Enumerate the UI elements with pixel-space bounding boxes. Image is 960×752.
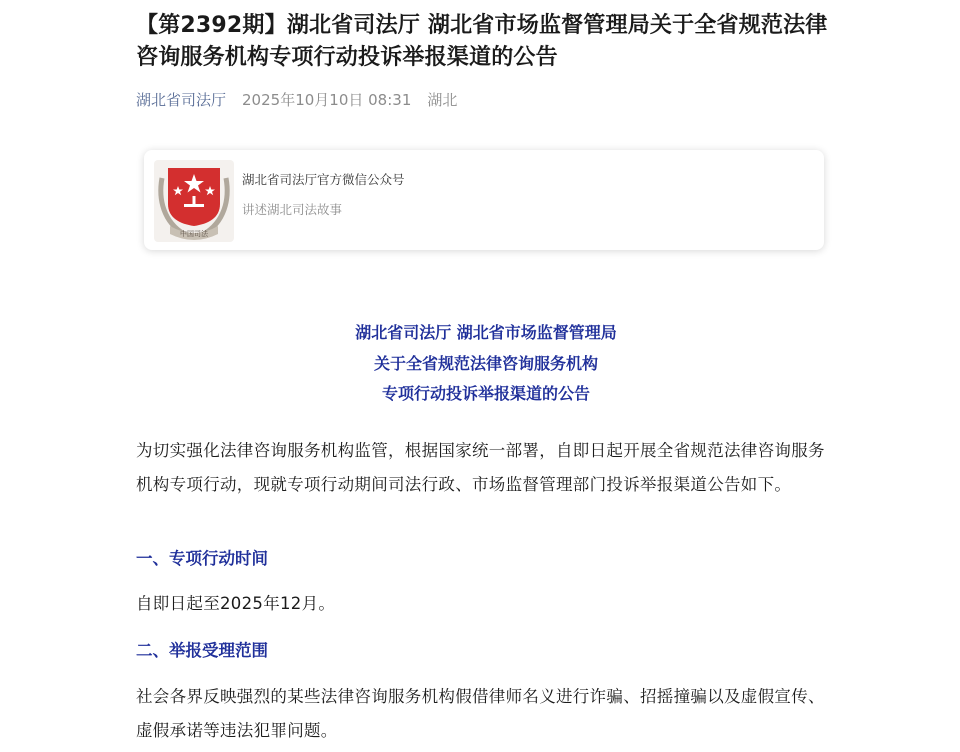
notice-heading-line: 关于全省规范法律咨询服务机构 (373, 353, 598, 373)
account-card[interactable] (144, 150, 824, 250)
account-name: 湖北省司法厅官方微信公众号 (242, 172, 405, 187)
account-description: 讲述湖北司法故事 (242, 202, 343, 217)
svg-text:中国司法: 中国司法 (180, 230, 208, 238)
justice-emblem-icon (154, 160, 234, 242)
section-paragraph: 自即日起至2025年12月。 (136, 594, 336, 613)
notice-heading-line: 专项行动投诉举报渠道的公告 (381, 384, 590, 403)
publish-location: 湖北 (427, 91, 458, 109)
author-link[interactable]: 湖北省司法厅 (136, 91, 227, 109)
publish-time: 2025年10月10日 08:31 (242, 91, 412, 109)
section-paragraph: 社会各界反映强烈的某些法律咨询服务机构假借律师名义进行诈骗、招摇撞骗以及虚假宣传、虚假承诺等违法犯罪问题。 (136, 687, 825, 740)
article (136, 0, 836, 740)
section-heading: 二、举报受理范围 (136, 641, 268, 660)
intro-paragraph: 为切实强化法律咨询服务机构监管，根据国家统一部署，自即日起开展全省规范法律咨询服务机构专项行动，现就专项行动期间司法行政、市场监督管理部门投诉举报渠道公告如下。 (136, 441, 825, 494)
article-meta (136, 89, 836, 111)
article-title: 【第2392期】湖北省司法厅 湖北省市场监督管理局关于全省规范法律咨询服务机构专项行动投诉举报渠道的公告 (136, 13, 828, 70)
section-heading: 一、专项行动时间 (136, 549, 268, 568)
notice-heading (136, 318, 836, 410)
notice-heading-line: 湖北省司法厅 湖北省市场监督管理局 (355, 323, 617, 342)
